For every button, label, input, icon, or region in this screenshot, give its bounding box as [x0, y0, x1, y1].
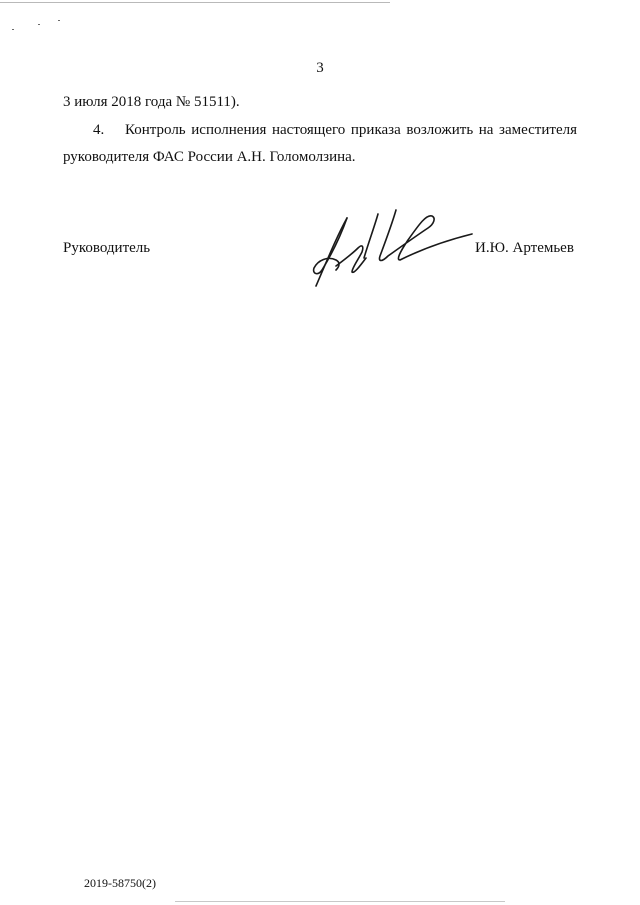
scan-edge-bottom [175, 901, 505, 902]
page-number: 3 [316, 60, 324, 76]
scan-speck [38, 24, 40, 25]
item-4-first-line [63, 121, 577, 139]
item-4-text-line-2: руководителя ФАС России А.Н. Голомолзина. [63, 149, 356, 165]
signer-name: И.Ю. Артемьев [475, 240, 574, 256]
scan-edge-top [0, 2, 390, 3]
scan-speck [58, 20, 60, 21]
body-line-reference: 3 июля 2018 года № 51511). [63, 94, 240, 110]
signature-position-label: Руководитель [63, 240, 151, 256]
handwritten-signature [300, 200, 480, 295]
item-number: 4. [93, 122, 105, 138]
scan-speck [12, 29, 14, 30]
item-4-text-line-1: Контроль исполнения настоящего приказа возложить на заместителя [125, 122, 577, 138]
document-registration-number: 2019-58750(2) [84, 876, 156, 890]
